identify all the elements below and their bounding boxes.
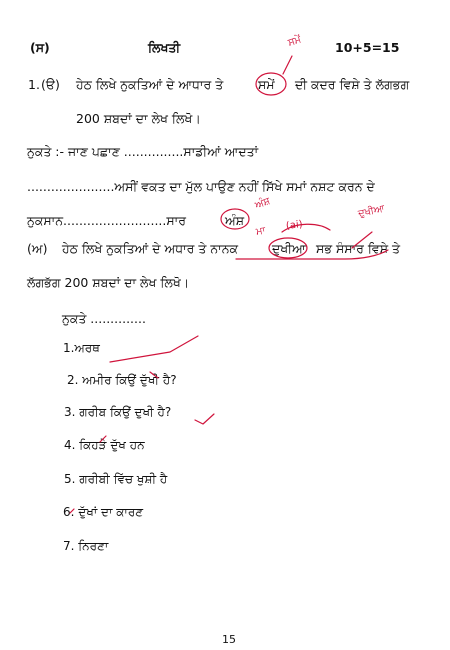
list-item: 1.ਅਰਥ — [63, 341, 100, 355]
part-b-circled-word: ਦੁਖੀਆ — [272, 241, 306, 256]
part-a-line2: 200 ਸ਼ਬਦਾਂ ਦਾ ਲੇਖ ਲਿਖੋ। — [76, 111, 201, 126]
points-line3-circled: ਅੰਸ਼ — [225, 213, 245, 228]
part-b-line1-before: ਹੇਠ ਲਿਖੇ ਨੁਕਤਿਆਂ ਦੇ ਅਧਾਰ ਤੇ ਨਾਨਕ — [62, 241, 239, 256]
check-mark — [195, 414, 214, 424]
annotation-above-dukhia: ਦੁਖੀਆ — [357, 203, 386, 220]
list-item: 4. ਕਿਹੜੇ ਦੁੱਖ ਹਨ — [64, 438, 145, 452]
annotation-above-nanak-2: (ai) — [285, 219, 304, 232]
points-b-heading: ਨੁਕਤੇ .............. — [62, 311, 146, 326]
question-number: 1. — [28, 77, 40, 92]
part-b-line2: ਲੱਗਭੱਗ 200 ਸ਼ਬਦਾਂ ਦਾ ਲੇਖ ਲਿਖੋ। — [27, 275, 190, 290]
part-b-label: (ਅ) — [27, 241, 48, 256]
points-line1: ਨੁਕਤੇ :- ਜਾਣ ਪਛਾਣ ...............ਸਾਡੀਆਂ ਆਦਤਾਂ — [27, 144, 259, 159]
annotation-top: ਸਮੇਂ — [286, 34, 303, 49]
part-a-label: (ੳ) — [41, 77, 60, 92]
part-b-line1-after: ਸਭ ਸੰਸਾਰ ਵਿਸ਼ੇ ਤੇ — [316, 241, 401, 256]
marks-total: 10+5=15 — [335, 40, 400, 55]
check-mark — [110, 336, 198, 362]
list-item: 3. ਗਰੀਬ ਕਿਉਂ ਦੁਖੀ ਹੈ? — [64, 405, 172, 419]
points-line3-before: ਨੁਕਸਾਨ..........................ਸਾਰ — [27, 213, 187, 228]
annotation-sar: ਅੰਸ਼ — [253, 195, 272, 212]
list-item: 5. ਗਰੀਬੀ ਵਿੱਚ ਖੁਸ਼ੀ ਹੈ — [64, 472, 168, 486]
part-a-line1-before: ਹੇਠ ਲਿਖੇ ਨੁਕਤਿਆਂ ਦੇ ਆਧਾਰ ਤੇ — [76, 77, 224, 92]
list-item: 6. ਦੁੱਖਾਂ ਦਾ ਕਾਰਣ — [63, 505, 144, 519]
page-heading: ਲਿਖਤੀ — [148, 40, 181, 55]
list-item: 2. ਅਮੀਰ ਕਿਉਂ ਦੁੱਖੀ ਹੈ? — [67, 373, 177, 387]
part-a-circled-word: ਸਮੇਂ — [258, 77, 275, 92]
page-number: 15 — [222, 633, 236, 646]
part-a-line1-after: ਦੀ ਕਦਰ ਵਿਸ਼ੇ ਤੇ ਲੱਗਭਗ — [295, 77, 410, 92]
pointer-mark — [283, 56, 292, 74]
list-item: 7. ਨਿਰਣਾ — [63, 539, 109, 553]
annotation-above-nanak-1: ਮਾ — [255, 225, 267, 238]
points-line2: ......................ਅਸੀਂ ਵਕਤ ਦਾ ਮੁੱਲ ਪਾਉਣ ਨਹੀਂ ਸਿੱਖੇ ਸਮਾਂ ਨਸ਼ਟ ਕਰਨ ਦੇ — [27, 179, 375, 194]
section-label: (ਸ) — [30, 40, 50, 55]
